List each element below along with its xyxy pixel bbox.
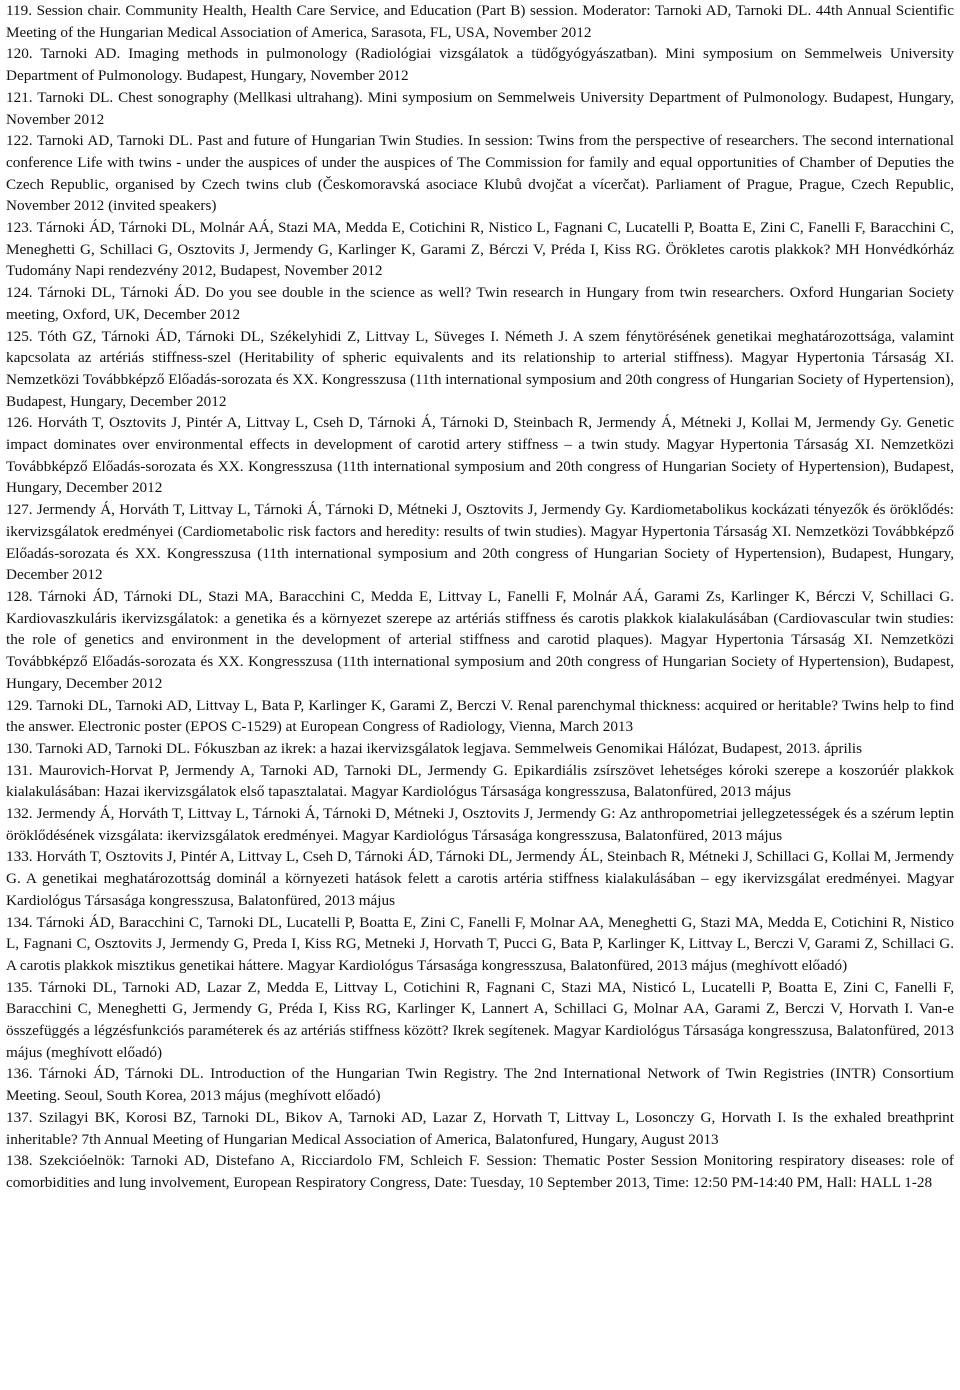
publication-entry: 129. Tarnoki DL, Tarnoki AD, Littvay L, Bata P, Karlinger K, Garami Z, Berczi V. Renal parenchymal thickness: acquired or heritable? Twins help to find the answer. Electronic poster (EPOS C-1529) at European Congress of Radiology, Vienna, March 2013	[6, 696, 954, 736]
publication-entry: 125. Tóth GZ, Tárnoki ÁD, Tárnoki DL, Székelyhidi Z, Littvay L, Süveges I. Németh J. A szem fénytörésének genetikai meghatározottsága, valamint kapcsolata az artériás stiffness-szel (Heritability of spheric equivalents and its relationship to arterial stiffness). Magyar Hypertonia Társaság XI. Nemzetközi Továbbképző Előadás-sorozata és XX. Kongresszusa (11th international symposium and 20th congress of Hungarian Society of Hypertension), Budapest, Hungary, December 2012	[6, 327, 954, 410]
publication-entry: 120. Tarnoki AD. Imaging methods in pulmonology (Radiológiai vizsgálatok a tüdőgyógyászatban). Mini symposium on Semmelweis University Department of Pulmonology. Budapest, Hungary, November 2012	[6, 45, 954, 85]
publication-entry: 121. Tarnoki DL. Chest sonography (Mellkasi ultrahang). Mini symposium on Semmelweis University Department of Pulmonology. Budapest, Hungary, November 2012	[6, 88, 954, 128]
publication-entry: 136. Tárnoki ÁD, Tárnoki DL. Introduction of the Hungarian Twin Registry. The 2nd International Network of Twin Registries (INTR) Consortium Meeting. Seoul, South Korea, 2013 május (meghívott előadó)	[6, 1065, 954, 1105]
publication-entry: 133. Horváth T, Osztovits J, Pintér A, Littvay L, Cseh D, Tárnoki ÁD, Tárnoki DL, Jermendy ÁL, Steinbach R, Métneki J, Schillaci G, Kollai M, Jermendy G. A genetikai meghatározottság dominál a környezeti hatások felett a carotis artéria stiffness kialakulásában – egy ikervizsgálat eredményei. Magyar Kardiológus Társasága kongresszusa, Balatonfüred, 2013 május	[6, 848, 954, 909]
publication-entry: 137. Szilagyi BK, Korosi BZ, Tarnoki DL, Bikov A, Tarnoki AD, Lazar Z, Horvath T, Littvay L, Losonczy G, Horvath I. Is the exhaled breathprint inheritable? 7th Annual Meeting of Hungarian Medical Association of America, Balatonfured, Hungary, August 2013	[6, 1108, 954, 1148]
publication-entry: 138. Szekcióelnök: Tarnoki AD, Distefano A, Ricciardolo FM, Schleich F. Session: Thematic Poster Session Monitoring respiratory diseases: role of comorbidities and lung involvement, European Respiratory Congress, Date: Tuesday, 10 September 2013, Time: 12:50 PM-14:40 PM, Hall: HALL 1-28	[6, 1152, 954, 1191]
publication-entry: 127. Jermendy Á, Horváth T, Littvay L, Tárnoki Á, Tárnoki D, Métneki J, Osztovits J, Jermendy Gy. Kardiometabolikus kockázati tényezők és öröklődés: ikervizsgálatok eredményei (Cardiometabolic risk factors and heredity: results of twin studies). Magyar Hypertonia Társaság XI. Nemzetközi Továbbképző Előadás-sorozata és XX. Kongresszusa (11th international symposium and 20th congress of Hungarian Society of Hypertension), Budapest, Hungary, December 2012	[6, 501, 954, 584]
publication-entry: 130. Tarnoki AD, Tarnoki DL. Fókuszban az ikrek: a hazai ikervizsgálatok legjava. Semmelweis Genomikai Hálózat, Budapest, 2013. április	[6, 739, 863, 757]
publication-list	[6, 0, 954, 1194]
publication-entry: 131. Maurovich-Horvat P, Jermendy A, Tarnoki AD, Tarnoki DL, Jermendy G. Epikardiális zsírszövet lehetséges kóroki szerepe a koszorúér plakkok kialakulásában: Hazai ikervizsgálatok első tapasztalatai. Magyar Kardiológus Társasága kongresszusa, Balatonfüred, 2013 május	[6, 761, 954, 801]
publication-entry: 123. Tárnoki ÁD, Tárnoki DL, Molnár AÁ, Stazi MA, Medda E, Cotichini R, Nistico L, Fagnani C, Lucatelli P, Boatta E, Zini C, Fanelli F, Baracchini C, Meneghetti G, Schillaci G, Osztovits J, Jermendy G, Karlinger K, Garami Z, Bérczi V, Préda I, Kiss RG. Örökletes carotis plakkok? MH Honvédkórház Tudomány Napi rendezvény 2012, Budapest, November 2012	[6, 219, 954, 280]
publication-entry: 122. Tarnoki AD, Tarnoki DL. Past and future of Hungarian Twin Studies. In session: Twins from the perspective of researchers. The second international conference Life with twins - under the auspices of under the auspices of The Commission for family and equal opportunities of Chamber of Deputies the Czech Republic, organised by Czech twins club (Českomoravská asociace Klubů dvojčat a vícerčat). Parliament of Prague, Prague, Czech Republic, November 2012 (invited speakers)	[6, 132, 954, 215]
publication-entry: 134. Tárnoki ÁD, Baracchini C, Tarnoki DL, Lucatelli P, Boatta E, Zini C, Fanelli F, Molnar AA, Meneghetti G, Stazi MA, Medda E, Cotichini R, Nistico L, Fagnani C, Osztovits J, Jermendy G, Preda I, Kiss RG, Metneki J, Horvath T, Pucci G, Bata P, Karlinger K, Littvay L, Berczi V, Garami Z, Schillaci G. A carotis plakkok misztikus genetikai háttere. Magyar Kardiológus Társasága kongresszusa, Balatonfüred, 2013 május (meghívott előadó)	[6, 913, 954, 974]
publication-entry: 135. Tárnoki DL, Tarnoki AD, Lazar Z, Medda E, Littvay L, Cotichini R, Fagnani C, Stazi MA, Nisticó L, Lucatelli P, Boatta E, Zini C, Fanelli F, Baracchini C, Meneghetti G, Jermendy G, Préda I, Kiss RG, Karlinger K, Lannert A, Schillaci G, Molnar AA, Garami Z, Berczi V, Horvath I. Van-e összefüggés a légzésfunkciós paraméterek és az artériás stiffness között? Ikrek segítenek. Magyar Kardiológus Társasága kongresszusa, Balatonfüred, 2013 május (meghívott előadó)	[6, 978, 954, 1061]
publication-entry: 124. Tárnoki DL, Tárnoki ÁD. Do you see double in the science as well? Twin research in Hungary from twin researchers. Oxford Hungarian Society meeting, Oxford, UK, December 2012	[6, 284, 954, 323]
publication-entry: 126. Horváth T, Osztovits J, Pintér A, Littvay L, Cseh D, Tárnoki Á, Tárnoki D, Steinbach R, Jermendy Á, Métneki J, Kollai M, Jermendy Gy. Genetic impact dominates over environmental effects in development of carotid artery stiffness – a twin study. Magyar Hypertonia Társaság XI. Nemzetközi Továbbképző Előadás-sorozata és XX. Kongresszusa (11th international symposium and 20th congress of Hungarian Society of Hypertension), Budapest, Hungary, December 2012	[6, 414, 954, 497]
publication-entry: 132. Jermendy Á, Horváth T, Littvay L, Tárnoki Á, Tárnoki D, Métneki J, Osztovits J, Jermendy G: Az anthropometriai jellegzetességek és a szérum leptin öröklődésének vizsgálata: ikervizsgálatok eredményei. Magyar Kardiológus Társasága kongresszusa, Balatonfüred, 2013 május	[6, 805, 954, 844]
publication-entry: 128. Tárnoki ÁD, Tárnoki DL, Stazi MA, Baracchini C, Medda E, Littvay L, Fanelli F, Molnár AÁ, Garami Zs, Karlinger K, Bérczi V, Schillaci G. Kardiovaszkuláris ikervizsgálatok: a genetika és a környezet szerepe az artériás stiffness és carotis plakkok kialakulásában (Cardiovascular twin studies: the role of genetics and environment in the development of arterial stiffness and carotid plaques). Magyar Hypertonia Társaság XI. Nemzetközi Továbbképző Előadás-sorozata és XX. Kongresszusa (11th international symposium and 20th congress of Hungarian Society of Hypertension), Budapest, Hungary, December 2012	[6, 587, 954, 692]
publication-entry: 119. Session chair. Community Health, Health Care Service, and Education (Part B) session. Moderator: Tarnoki AD, Tarnoki DL. 44th Annual Scientific Meeting of the Hungarian Medical Association of America, Sarasota, FL, USA, November 2012	[6, 2, 954, 41]
